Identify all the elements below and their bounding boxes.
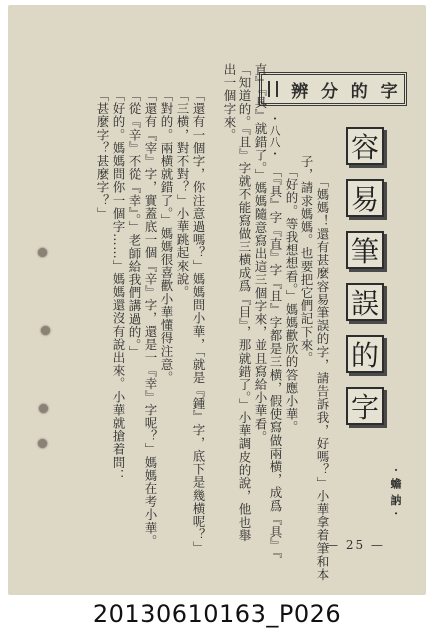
binding-hole <box>41 326 50 335</box>
title-char: 字 <box>346 387 384 425</box>
title-char: 筆 <box>346 231 384 269</box>
banner-char: 辨 <box>291 81 309 102</box>
text-column: 出一個字來。 <box>222 63 237 142</box>
text-column: 「甚麼字？甚麼字？」 <box>95 89 110 220</box>
text-column: 「好的。等我想想看。」媽媽歡欣的答應小華。 <box>284 165 299 434</box>
text-column: 「還有一個字，你注意過嗎？」媽媽問小華，「就是『鍾』字，底下是幾横呢？」 <box>191 89 206 555</box>
binding-hole <box>38 248 47 257</box>
binding-hole <box>39 404 48 413</box>
text-column: 「還有『宰』字，實蓋底一個『辛』字，還是一『幸』字呢？」媽媽在考小華。 <box>143 89 158 548</box>
scanned-page <box>8 5 426 595</box>
binding-hole <box>38 439 47 448</box>
title-char: 誤 <box>346 283 384 321</box>
title-char: 的 <box>346 335 384 373</box>
text-column: 「知道的。『且』字就不能寫做三横成爲『目』，那就錯了。」小華調皮的說，他也舉 <box>237 63 252 543</box>
text-column: 子，請求媽媽。也要把它們記下來。 <box>299 155 314 365</box>
text-column: 「好的。媽媽問你一個字……」媽媽還沒有說出來。小華就搶着問： <box>111 89 126 482</box>
image-caption: 20130610163_P026 <box>92 600 342 628</box>
banner-char: 的 <box>350 81 368 102</box>
title-char: 易 <box>346 179 384 217</box>
text-column: 「對的。兩横就錯了。」媽媽很喜歡小華懂得注意。 <box>159 89 174 385</box>
text-column: 「三横，對不對？」小華跳起來說。 <box>175 89 190 299</box>
banner-char: 分 <box>320 81 338 102</box>
author-byline: · 蟾 訥 · <box>389 468 402 517</box>
section-banner <box>259 72 407 106</box>
text-column: 直』『具』就錯了。」媽媽隨意寫出這三個字來，並且寫給小華看。 <box>253 63 268 444</box>
text-column: 「媽媽！還有甚麼容易筆誤的字，請告訴我，好嗎？」小華拿着筆和本 <box>315 175 330 582</box>
banner-char: 字 <box>380 81 398 102</box>
text-column: 「從『辛』不從『幸』。」老師給我們講過的。」 <box>127 89 142 359</box>
text-column: 「『具』字『直』字『且』字都是三横，假使寫做兩横，成爲『具』『 <box>268 165 283 559</box>
title-char: 容 <box>346 127 384 165</box>
section-number: ・八八・ <box>268 113 281 160</box>
page-number: — 25 — <box>326 538 385 552</box>
banner-ornament <box>268 81 278 97</box>
